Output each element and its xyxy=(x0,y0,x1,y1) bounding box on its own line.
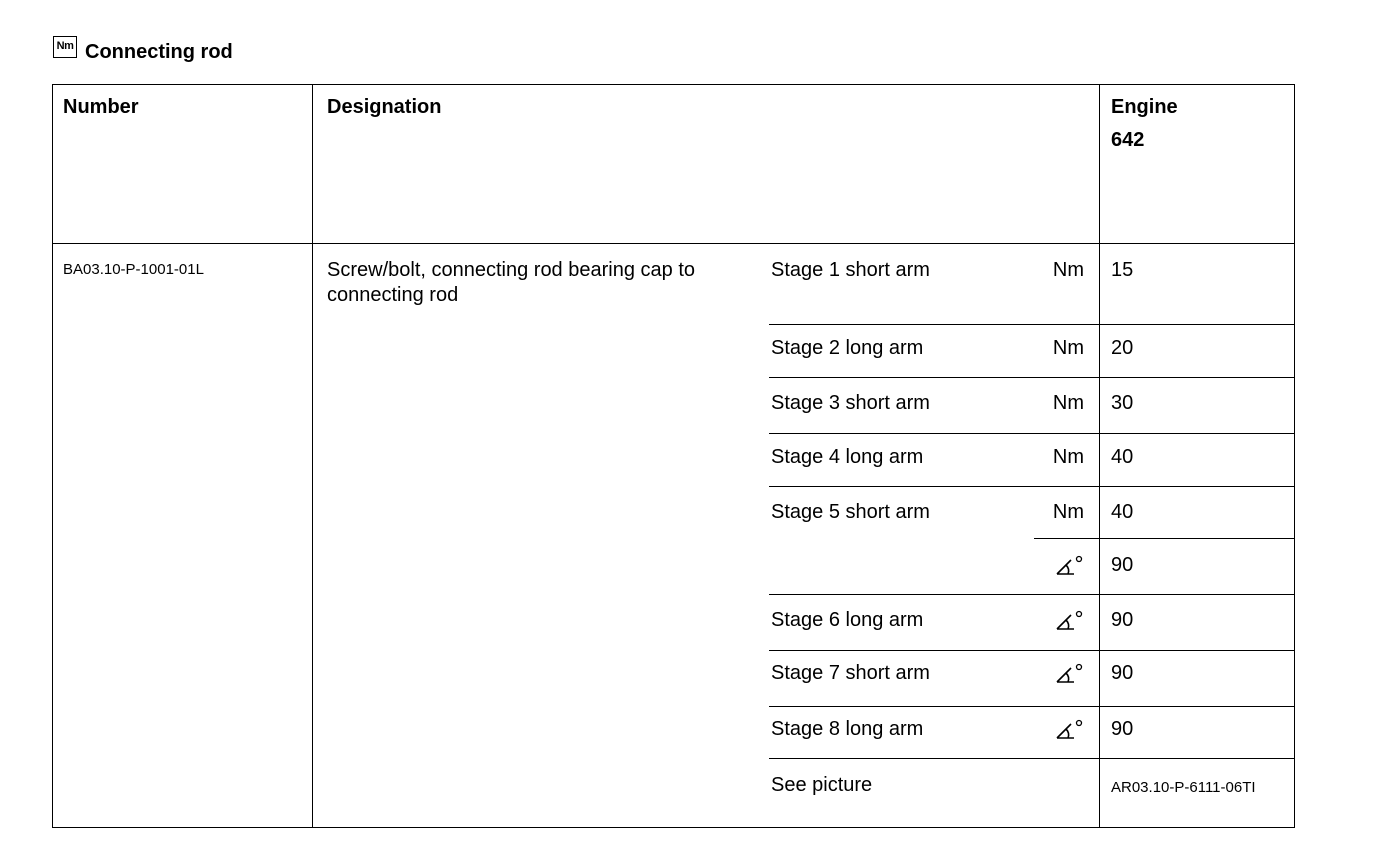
row-divider xyxy=(769,433,1295,434)
stage-label: Stage 8 long arm xyxy=(771,718,924,740)
section-title: Connecting rod xyxy=(85,40,233,63)
row-divider xyxy=(769,377,1295,378)
part-number: BA03.10-P-1001-01L xyxy=(63,261,204,278)
column-header-engine: Engine xyxy=(1111,96,1178,118)
stage-label: Stage 3 short arm xyxy=(771,392,930,414)
column-divider xyxy=(312,84,313,828)
see-picture-label: See picture xyxy=(771,774,873,796)
stage-label: Stage 2 long arm xyxy=(771,337,924,359)
row-divider xyxy=(1034,538,1295,539)
stage-value: 90 xyxy=(1111,609,1134,631)
stage-value: 40 xyxy=(1111,501,1134,523)
unit-nm: Nm xyxy=(1052,501,1084,523)
unit-nm: Nm xyxy=(1052,337,1084,359)
engine-code: 642 xyxy=(1111,129,1145,151)
row-divider xyxy=(769,324,1295,325)
row-divider xyxy=(769,486,1295,487)
header-divider xyxy=(52,243,1295,244)
section-heading xyxy=(53,36,233,64)
row-divider xyxy=(769,758,1295,759)
stage-value: 20 xyxy=(1111,337,1134,359)
unit-nm: Nm xyxy=(1052,259,1084,281)
stage-label: Stage 5 short arm xyxy=(771,501,930,523)
picture-reference-link[interactable]: AR03.10-P-6111-06TI xyxy=(1111,779,1256,796)
column-divider xyxy=(1099,84,1100,828)
stage-label: Stage 4 long arm xyxy=(771,446,924,468)
row-divider xyxy=(769,594,1295,595)
stage-value: 40 xyxy=(1111,446,1134,468)
designation-line-2: connecting rod xyxy=(327,284,459,306)
torque-table xyxy=(52,84,1295,828)
angle-degree-icon xyxy=(1054,555,1084,577)
unit-nm: Nm xyxy=(1052,446,1084,468)
unit-nm: Nm xyxy=(1052,392,1084,414)
stage-label: Stage 7 short arm xyxy=(771,662,930,684)
row-divider xyxy=(769,650,1295,651)
nm-torque-icon: Nm xyxy=(53,36,77,58)
stage-label: Stage 1 short arm xyxy=(771,259,930,281)
stage-label: Stage 6 long arm xyxy=(771,609,924,631)
stage-value: 15 xyxy=(1111,259,1134,281)
designation-line-1: Screw/bolt, connecting rod bearing cap to xyxy=(327,259,695,281)
column-header-number: Number xyxy=(63,96,139,118)
angle-degree-icon xyxy=(1054,610,1084,632)
stage-value: 90 xyxy=(1111,718,1134,740)
column-header-designation: Designation xyxy=(327,96,442,118)
angle-degree-icon xyxy=(1054,663,1084,685)
stage-value: 90 xyxy=(1111,662,1134,684)
row-divider xyxy=(769,706,1295,707)
stage-value: 30 xyxy=(1111,392,1134,414)
stage-value: 90 xyxy=(1111,554,1134,576)
angle-degree-icon xyxy=(1054,719,1084,741)
